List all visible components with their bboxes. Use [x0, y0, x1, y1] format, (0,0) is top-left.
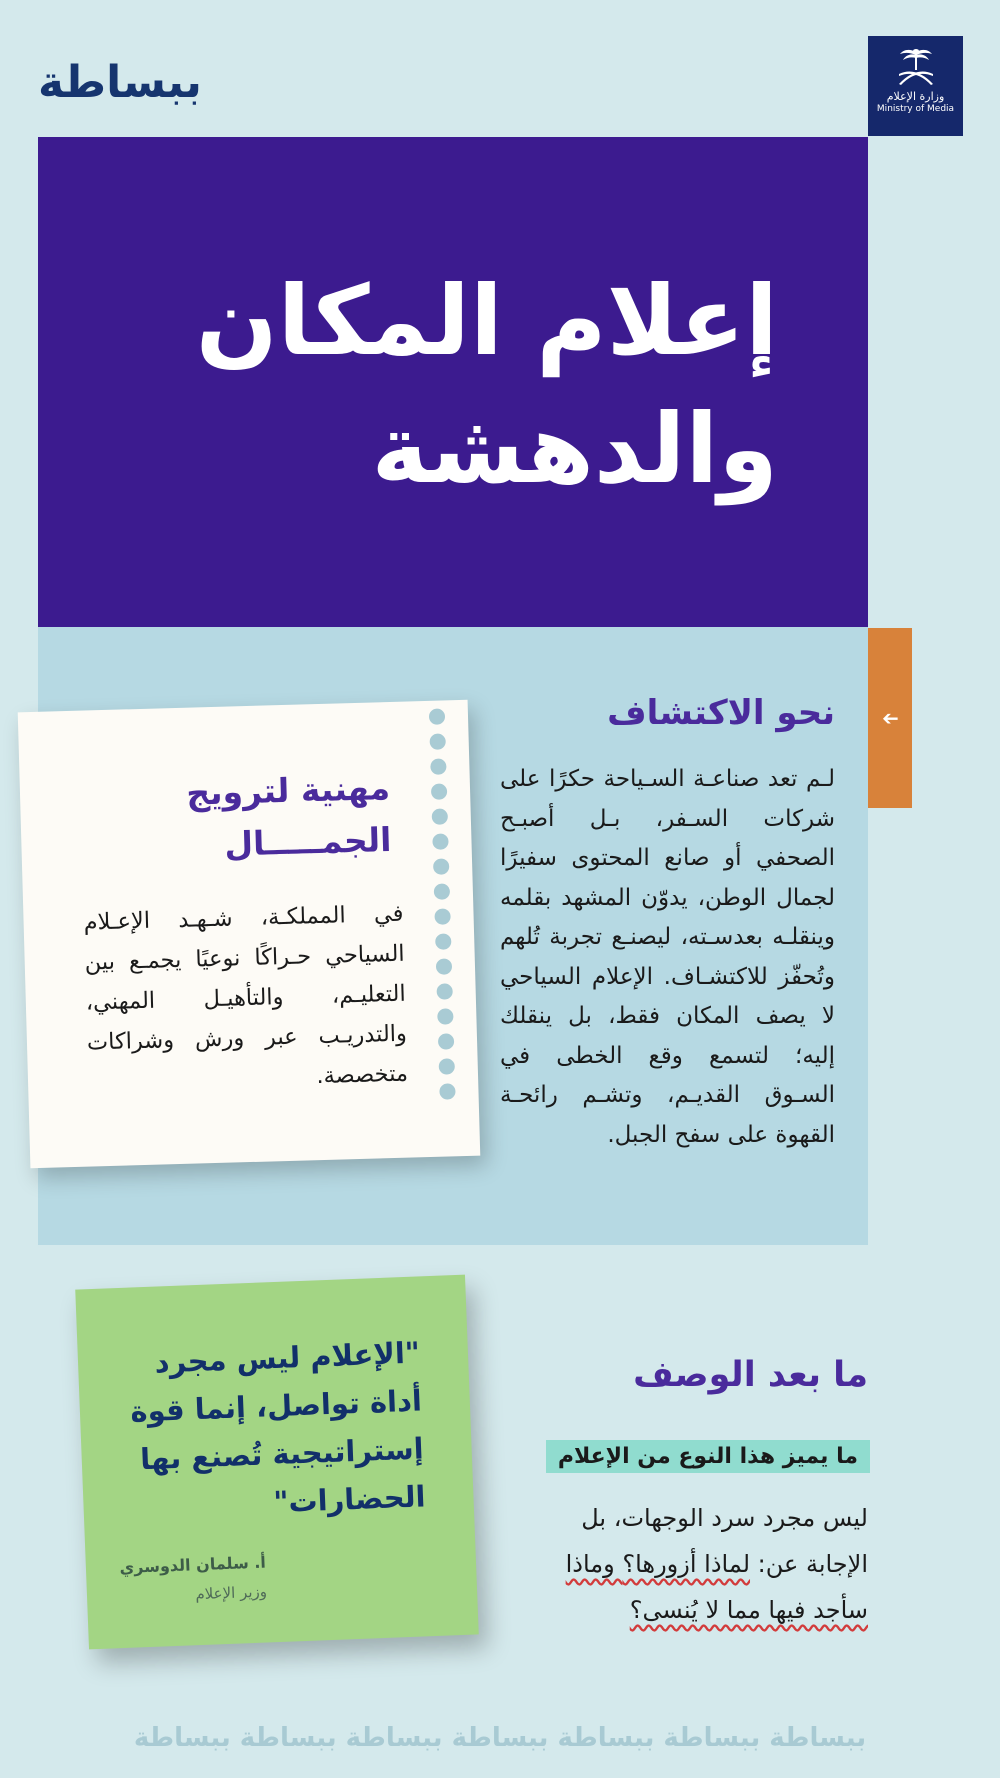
binding-hole	[439, 1058, 455, 1074]
hero-banner	[38, 137, 868, 627]
arrow-tab[interactable]	[868, 628, 912, 808]
binding-hole	[430, 758, 446, 774]
card-title-line1: مهنية لترويج	[185, 768, 391, 813]
beyond-line2-suffix: وماذا	[565, 1550, 623, 1578]
discovery-body: لـم تعد صناعـة السـياحة حكرًا على شركات السـفر، بـل أصبـح الصحفي أو صانع المحتوى سفيرًا لجمال الوطن، يدوّن المشهد بقلمه وينقلـه بعدسـته، ليصنـع تجربة تُلهم وتُحفّز للاكتشـاف. الإعلام السياحي لا يصف المكان فقط، بل ينقلك إليه؛ لتسمع وقع الخطى في السـوق القديـم، وتشـم رائحـة القهوة على سفح الجبل.	[500, 766, 835, 1148]
quote-role: وزير الإعلام	[195, 1582, 268, 1604]
ministry-logo	[868, 36, 963, 136]
palm-swords-emblem-icon	[893, 44, 939, 88]
binding-hole	[433, 858, 449, 874]
binding-hole	[435, 933, 451, 949]
hero-title	[118, 257, 778, 513]
binding-hole	[437, 1008, 453, 1024]
binding-hole	[432, 808, 448, 824]
beyond-highlight-wrap	[470, 1440, 870, 1473]
card-title	[89, 762, 392, 874]
beyond-line2-underlined: لماذا أزورها؟	[622, 1550, 751, 1578]
beyond-highlight: ما يميز هذا النوع من الإعلام	[546, 1440, 870, 1473]
card-title-line2: الجمـــــال	[223, 819, 392, 864]
beyond-line2-prefix: الإجابة عن:	[750, 1550, 868, 1578]
quote-sticky-note	[75, 1275, 479, 1650]
binding-hole	[429, 708, 445, 724]
hero-title-line2: والدهشة	[371, 393, 778, 505]
card-body: في المملكـة، شـهـد الإعـلام السياحي حـراكًا نوعيًا يجمـع بين التعليـم، والتأهيـل المهني، والتدريـب عبر ورش وشراكات متخصصة.	[83, 900, 409, 1090]
quote-text: "الإعلام ليس مجرد أداة تواصل، إنما قوة إستراتيجية تُصنع بها الحضارات"	[129, 1335, 427, 1520]
binding-hole	[431, 783, 447, 799]
binding-hole	[438, 1033, 454, 1049]
card-binding-holes	[426, 708, 460, 1148]
discovery-title: نحو الاكتشاف	[607, 693, 835, 733]
ministry-name-ar: وزارة الإعلام	[886, 90, 945, 103]
hero-title-line1: إعلام المكان	[195, 265, 778, 377]
binding-hole	[434, 883, 450, 899]
beyond-body	[468, 1495, 868, 1633]
beyond-title: ما بعد الوصف	[633, 1355, 868, 1395]
binding-hole	[434, 908, 450, 924]
note-card	[18, 700, 481, 1168]
binding-hole	[436, 958, 452, 974]
quote-author: أ. سلمان الدوسري	[119, 1552, 267, 1578]
arrow-icon: ➔	[881, 706, 899, 730]
binding-hole	[436, 983, 452, 999]
ministry-name-en: Ministry of Media	[876, 104, 955, 114]
beyond-line2	[468, 1541, 868, 1587]
binding-hole	[439, 1083, 455, 1099]
beyond-line1: ليس مجرد سرد الوجهات، بل	[581, 1504, 868, 1532]
binding-hole	[432, 833, 448, 849]
beyond-line3: سأجد فيها مما لا يُنسى؟	[629, 1596, 868, 1624]
binding-hole	[429, 733, 445, 749]
footer-wordmark-repeat: ببساطة ببساطة ببساطة ببساطة ببساطة ببساطة ببساطة	[133, 1723, 867, 1753]
brand-wordmark: ببساطة	[38, 57, 202, 108]
